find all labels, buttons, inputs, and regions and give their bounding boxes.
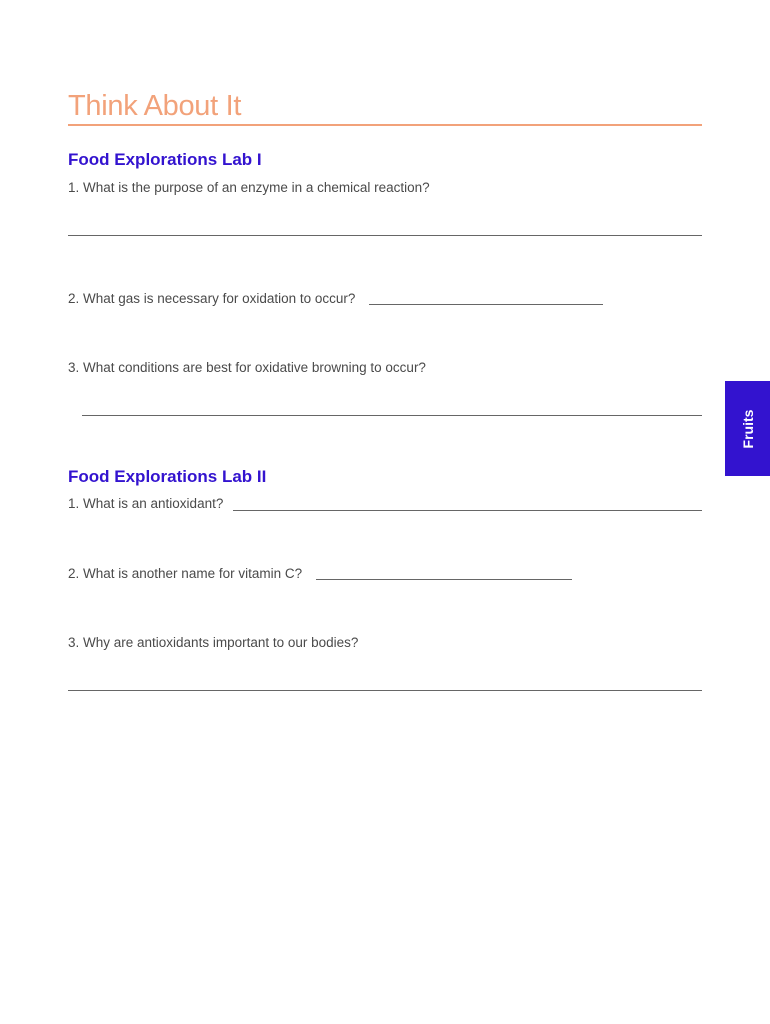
section-heading-lab-1: Food Explorations Lab I [68,150,262,169]
answer-line-lab1-1[interactable] [68,235,702,236]
answer-line-lab1-2[interactable] [369,304,603,305]
question-lab1-3: 3. What conditions are best for oxidative browning to occur? [68,360,426,375]
section-heading-lab-2: Food Explorations Lab II [68,467,267,486]
title-divider [68,124,702,126]
question-lab2-1: 1. What is an antioxidant? [68,496,224,511]
side-tab-fruits [725,381,770,476]
answer-line-lab2-1[interactable] [233,510,702,511]
side-tab-label: Fruits [739,409,756,448]
question-lab1-2: 2. What gas is necessary for oxidation to occur? [68,291,356,306]
question-lab2-2: 2. What is another name for vitamin C? [68,566,303,581]
answer-line-lab1-3[interactable] [82,415,702,416]
question-lab1-1: 1. What is the purpose of an enzyme in a chemical reaction? [68,180,430,195]
page-title: Think About It [68,90,242,122]
answer-line-lab2-3[interactable] [68,690,702,691]
question-lab2-3: 3. Why are antioxidants important to our bodies? [68,635,359,650]
answer-line-lab2-2[interactable] [316,579,572,580]
